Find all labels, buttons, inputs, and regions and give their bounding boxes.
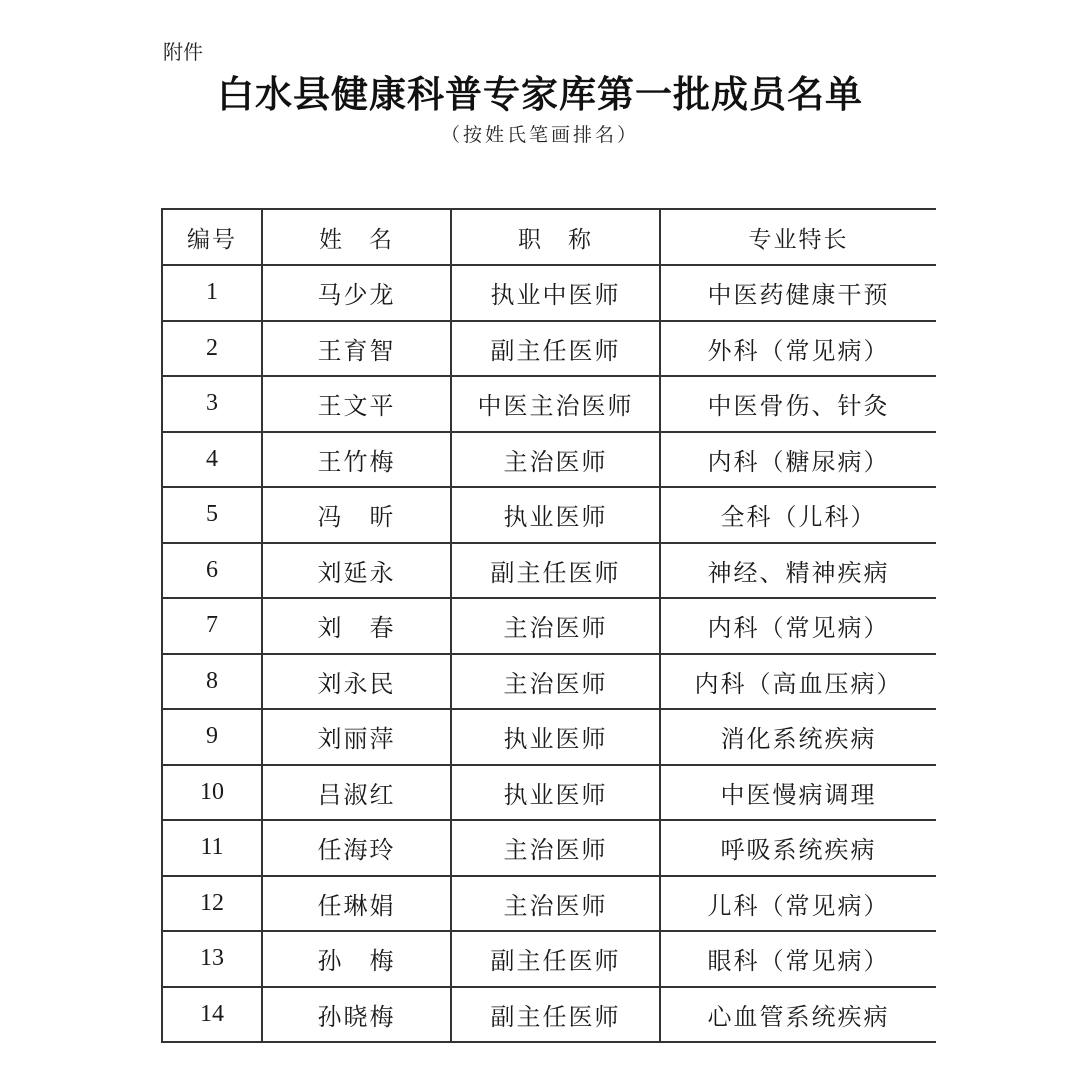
- cell-name: 冯 昕: [262, 487, 451, 543]
- expert-table-container: [161, 208, 936, 1081]
- cell-number: 13: [162, 931, 262, 987]
- page-subtitle: （按姓氏笔画排名）: [440, 124, 639, 146]
- table-row: [162, 598, 936, 654]
- cell-specialty: 中医骨伤、针灸: [660, 376, 936, 432]
- cell-specialty: 儿科（常见病）: [660, 876, 936, 932]
- attachment-label: 附件: [163, 40, 203, 64]
- cell-title: 主治医师: [451, 598, 660, 654]
- column-header-number: 编号: [162, 209, 262, 265]
- cell-title: 执业医师: [451, 765, 660, 821]
- table-row: [162, 543, 936, 599]
- cell-title: 执业中医师: [451, 265, 660, 321]
- cell-name: 马少龙: [262, 265, 451, 321]
- cell-number: 11: [162, 820, 262, 876]
- cell-name: 任海玲: [262, 820, 451, 876]
- table-row: [162, 376, 936, 432]
- table-row: [162, 765, 936, 821]
- cell-number: 6: [162, 543, 262, 599]
- expert-table: [161, 208, 936, 1043]
- table-row: [162, 876, 936, 932]
- cell-number: 3: [162, 376, 262, 432]
- column-header-title: 职 称: [451, 209, 660, 265]
- table-row: [162, 321, 936, 377]
- cell-name: 王文平: [262, 376, 451, 432]
- page-title: 白水县健康科普专家库第一批成员名单: [217, 73, 863, 116]
- cell-specialty: 全科（儿科）: [660, 487, 936, 543]
- cell-title: 执业医师: [451, 487, 660, 543]
- cell-name: 刘延永: [262, 543, 451, 599]
- table-header-row: [162, 209, 936, 265]
- cell-specialty: 中医慢病调理: [660, 765, 936, 821]
- table-row: [162, 265, 936, 321]
- cell-number: 12: [162, 876, 262, 932]
- cell-number: 2: [162, 321, 262, 377]
- cell-number: 9: [162, 709, 262, 765]
- column-header-specialty: 专业特长: [660, 209, 936, 265]
- cell-title: 副主任医师: [451, 931, 660, 987]
- cell-number: 4: [162, 432, 262, 488]
- cell-name: 王育智: [262, 321, 451, 377]
- cell-specialty: 中医药健康干预: [660, 265, 936, 321]
- cell-title: 主治医师: [451, 876, 660, 932]
- table-row: [162, 654, 936, 710]
- cell-specialty: 外科（常见病）: [660, 321, 936, 377]
- cell-specialty: 内科（高血压病）: [660, 654, 936, 710]
- cell-number: 14: [162, 987, 262, 1043]
- cell-specialty: 消化系统疾病: [660, 709, 936, 765]
- column-header-name: 姓 名: [262, 209, 451, 265]
- cell-specialty: 内科（常见病）: [660, 598, 936, 654]
- cell-name: 刘丽萍: [262, 709, 451, 765]
- cell-name: 孙晓梅: [262, 987, 451, 1043]
- cell-title: 副主任医师: [451, 543, 660, 599]
- cell-name: 任琳娟: [262, 876, 451, 932]
- cell-number: 8: [162, 654, 262, 710]
- table-body: [162, 265, 936, 1042]
- cell-specialty: 眼科（常见病）: [660, 931, 936, 987]
- cell-specialty: 呼吸系统疾病: [660, 820, 936, 876]
- cell-specialty: 神经、精神疾病: [660, 543, 936, 599]
- cell-title: 副主任医师: [451, 321, 660, 377]
- table-row: [162, 432, 936, 488]
- cell-name: 王竹梅: [262, 432, 451, 488]
- table-row: [162, 987, 936, 1043]
- cell-name: 孙 梅: [262, 931, 451, 987]
- cell-specialty: 心血管系统疾病: [660, 987, 936, 1043]
- cell-title: 主治医师: [451, 820, 660, 876]
- cell-number: 10: [162, 765, 262, 821]
- cell-title: 主治医师: [451, 654, 660, 710]
- cell-title: 副主任医师: [451, 987, 660, 1043]
- cell-name: 吕淑红: [262, 765, 451, 821]
- table-row: [162, 709, 936, 765]
- table-row: [162, 820, 936, 876]
- cell-number: 7: [162, 598, 262, 654]
- cell-name: 刘永民: [262, 654, 451, 710]
- cell-number: 1: [162, 265, 262, 321]
- table-row: [162, 931, 936, 987]
- cell-number: 5: [162, 487, 262, 543]
- cell-name: 刘 春: [262, 598, 451, 654]
- table-row: [162, 487, 936, 543]
- cell-title: 中医主治医师: [451, 376, 660, 432]
- cell-title: 执业医师: [451, 709, 660, 765]
- cell-title: 主治医师: [451, 432, 660, 488]
- cell-specialty: 内科（糖尿病）: [660, 432, 936, 488]
